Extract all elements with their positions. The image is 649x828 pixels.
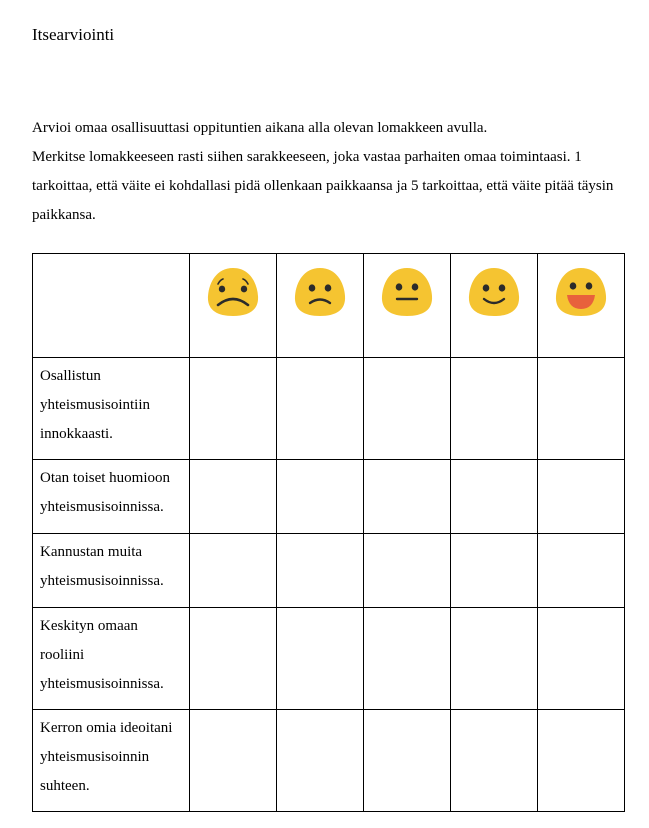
scale-header-4 — [451, 254, 538, 358]
statement-text: Osallistun yhteismusisointiin innokkaasti. — [40, 368, 151, 442]
answer-cell-1[interactable] — [190, 358, 277, 460]
answer-cell-2[interactable] — [277, 358, 364, 460]
table-row — [33, 534, 625, 608]
answer-cell-4[interactable] — [451, 534, 538, 608]
instructions — [32, 114, 632, 230]
answer-cell-3[interactable] — [364, 358, 451, 460]
answer-cell-4[interactable] — [451, 460, 538, 534]
neutral-face-icon — [377, 266, 437, 318]
answer-cell-5[interactable] — [538, 534, 625, 608]
answer-cell-1[interactable] — [190, 460, 277, 534]
answer-cell-1[interactable] — [190, 534, 277, 608]
worried-face-icon — [203, 266, 263, 318]
table-row — [33, 608, 625, 710]
answer-cell-3[interactable] — [364, 460, 451, 534]
statement-text: Kannustan muita yhteismusisoinnissa. — [40, 544, 164, 589]
answer-cell-1[interactable] — [190, 710, 277, 812]
answer-cell-5[interactable] — [538, 460, 625, 534]
statement-text: Kerron omia ideoitani yhteismusisoinnin suhteen. — [40, 720, 173, 794]
answer-cell-4[interactable] — [451, 358, 538, 460]
header-empty-cell — [33, 254, 190, 358]
self-assessment-table — [32, 253, 625, 812]
scale-header-2 — [277, 254, 364, 358]
answer-cell-3[interactable] — [364, 710, 451, 812]
answer-cell-5[interactable] — [538, 608, 625, 710]
statement-text: Otan toiset huomioon yhteismusisoinnissa. — [40, 470, 170, 515]
answer-cell-1[interactable] — [190, 608, 277, 710]
answer-cell-2[interactable] — [277, 608, 364, 710]
scale-header-5 — [538, 254, 625, 358]
statement-cell — [33, 460, 190, 534]
statement-cell — [33, 534, 190, 608]
table-row — [33, 358, 625, 460]
instructions-paragraph-1: Arvioi omaa osallisuuttasi oppituntien aikana alla olevan lomakkeen avulla. — [32, 120, 488, 136]
answer-cell-2[interactable] — [277, 534, 364, 608]
statement-text: Keskityn omaan rooliini yhteismusisoinnissa. — [40, 618, 164, 692]
table-row — [33, 710, 625, 812]
answer-cell-2[interactable] — [277, 710, 364, 812]
answer-cell-2[interactable] — [277, 460, 364, 534]
answer-cell-5[interactable] — [538, 358, 625, 460]
page-title: Itsearviointi — [32, 25, 115, 44]
answer-cell-4[interactable] — [451, 608, 538, 710]
instructions-paragraph-2: Merkitse lomakkeeseen rasti siihen sarakkeeseen, joka vastaa parhaiten omaa toimintaasi. 1 tarkoittaa, että väite ei kohdallasi pidä ollenkaan paikkaansa ja 5 tarkoittaa, että väite pitää täysin paikkansa. — [32, 149, 614, 223]
grinning-face-icon — [551, 266, 611, 318]
answer-cell-3[interactable] — [364, 534, 451, 608]
table-row — [33, 460, 625, 534]
answer-cell-4[interactable] — [451, 710, 538, 812]
statement-cell — [33, 608, 190, 710]
answer-cell-3[interactable] — [364, 608, 451, 710]
scale-header-1 — [190, 254, 277, 358]
statement-cell — [33, 710, 190, 812]
scale-header-3 — [364, 254, 451, 358]
slightly-smiling-face-icon — [464, 266, 524, 318]
statement-cell — [33, 358, 190, 460]
frowning-face-icon — [290, 266, 350, 318]
table-header-row — [33, 254, 625, 358]
answer-cell-5[interactable] — [538, 710, 625, 812]
